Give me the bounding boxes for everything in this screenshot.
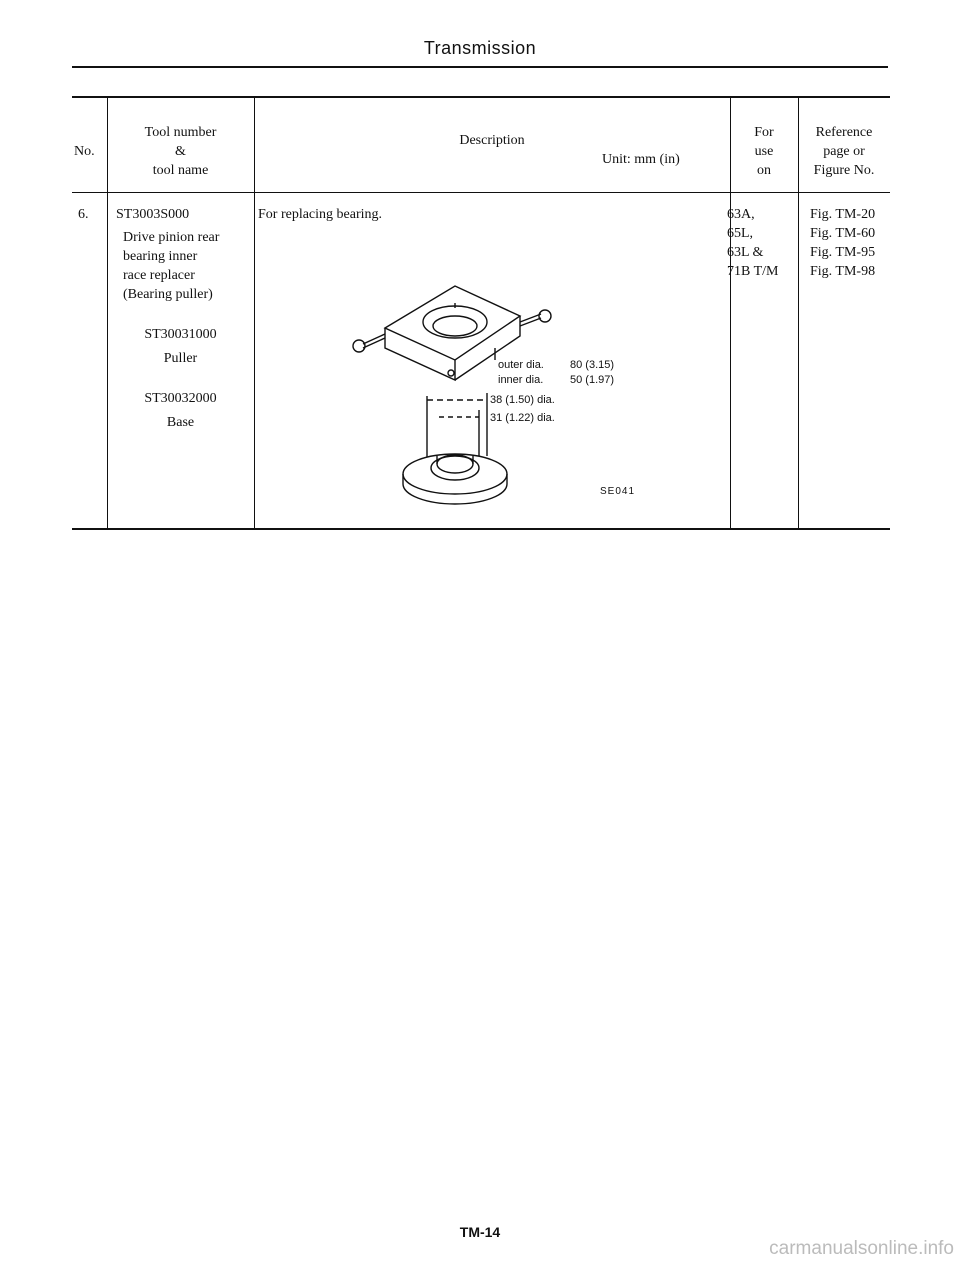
col-header-tool-line1: Tool number bbox=[144, 125, 217, 140]
header-rule bbox=[72, 66, 888, 68]
col-header-reference-line3: Figure No. bbox=[813, 163, 875, 178]
page-header-title: Transmission bbox=[423, 38, 537, 58]
col-header-unit: Unit: mm (in) bbox=[602, 152, 680, 167]
special-tool-table bbox=[72, 96, 890, 530]
inner-dia-value: 50 (1.97) bbox=[570, 374, 615, 386]
tool-number: ST3003S000 bbox=[116, 207, 190, 222]
col-header-for-use-line2: use bbox=[754, 144, 774, 159]
for-use-line: 65L, bbox=[727, 226, 754, 241]
outer-dia-label: outer dia. bbox=[498, 359, 544, 371]
base-dimension-1: 38 (1.50) dia. bbox=[490, 394, 555, 406]
figure-code: SE041 bbox=[600, 486, 636, 497]
inner-dia-label: inner dia. bbox=[498, 374, 544, 386]
watermark: carmanualsonline.info bbox=[769, 1238, 954, 1259]
col-header-description: Description bbox=[459, 133, 525, 148]
col-header-tool-line3: tool name bbox=[152, 163, 209, 178]
tool-name-line: Drive pinion rear bbox=[123, 230, 220, 245]
part2-number: ST30032000 bbox=[144, 391, 217, 406]
col-header-no: No. bbox=[74, 144, 95, 159]
col-header-reference-line1: Reference bbox=[815, 125, 873, 140]
col-header-reference-line2: page or bbox=[823, 144, 865, 159]
col-header-for-use-line1: For bbox=[754, 125, 774, 140]
part1-name: Puller bbox=[163, 351, 198, 366]
header-row-divider bbox=[72, 192, 890, 193]
reference-line: Fig. TM-60 bbox=[810, 226, 876, 241]
reference-line: Fig. TM-98 bbox=[810, 264, 876, 279]
reference-line: Fig. TM-95 bbox=[810, 245, 876, 260]
description-text: For replacing bearing. bbox=[258, 207, 383, 222]
reference-line: Fig. TM-20 bbox=[810, 207, 876, 222]
col-header-for-use-line3: on bbox=[757, 163, 771, 178]
col-header-tool-line2: & bbox=[175, 144, 186, 159]
part1-number: ST30031000 bbox=[144, 327, 217, 342]
bearing-puller-drawing bbox=[255, 238, 729, 528]
tool-name-line: (Bearing puller) bbox=[123, 287, 213, 302]
part2-name: Base bbox=[166, 415, 195, 430]
tool-name-line: race replacer bbox=[123, 268, 195, 283]
base-dimension-2: 31 (1.22) dia. bbox=[490, 412, 555, 424]
for-use-line: 71B T/M bbox=[727, 264, 779, 279]
for-use-line: 63L & bbox=[727, 245, 764, 260]
outer-dia-value: 80 (3.15) bbox=[570, 359, 615, 371]
row-number: 6. bbox=[78, 207, 89, 222]
page-number: TM-14 bbox=[459, 1224, 501, 1240]
tool-name-line: bearing inner bbox=[123, 249, 198, 264]
for-use-line: 63A, bbox=[727, 207, 755, 222]
